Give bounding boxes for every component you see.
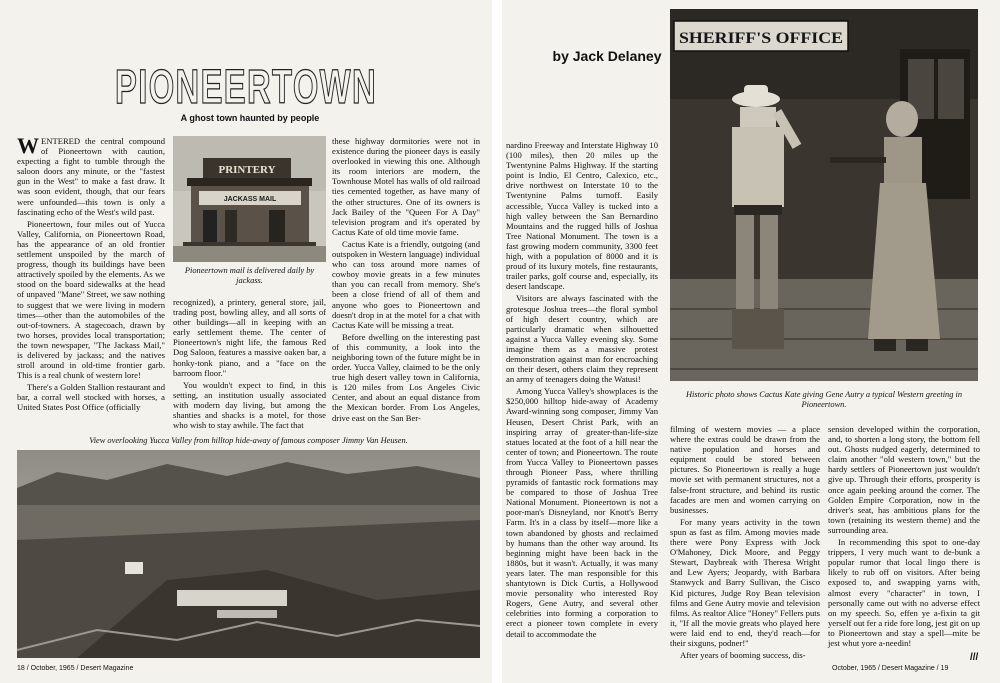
title-lettering: [112, 58, 380, 114]
historic-photo-caption: Historic photo shows Cactus Kate giving Gene Autry a typical Western greeting in Pioneertown.: [685, 390, 963, 409]
paragraph: these highway dormitories were not in existence during the pioneer days is easily overlooked in viewing this one. Although its room interiors are modern, the Townhouse Motel has walls of old railroad ties cemented together, as have many of the other structures. One of its owners is Jack Bailey of the "Queen For A Day" television program and it's operated by Cactus Kate of old time movie fame.: [332, 136, 480, 237]
left-page: [0, 0, 492, 683]
sheriff-office-photo: [670, 9, 978, 381]
valley-caption: View overlooking Yucca Valley from hilltop hide-away of famous composer Jimmy Van Heusen.: [89, 436, 408, 445]
left-column-2: [173, 297, 326, 431]
paragraph: For many years activity in the town spun as fast as film. Among movies made there were Pony Express with Jock O'Mahoney, Dick Moore, and Peggy Stewart, Daybreak with Theresa Wright and Lew Ayers; Jeopardy, with Barbara Stanwyck and Barry Sullivan, the Cisco Kid pictures, Judge Roy Bean television films and Gene Autry movie and television films. As realtor Alice "Honey" Fellers puts it, "If all the movie greats who played here were laid end to end, they'd reach—for their sixguns, podner!": [670, 516, 820, 648]
paragraph: Cactus Kate is a friendly, outgoing (and outspoken in Western language) individual who can toss around more names of cowboy movie greats in a few minutes than you can recall from memory. She's been a close friend of all of them and anyone who goes to Pioneertown and doesn't drop in at the motel for a chat with Cactus Kate will be missing a treat.: [332, 238, 480, 330]
paragraph: Pioneertown, four miles out of Yucca Valley, California, on Pioneertown Road, has the appearance of an old frontier settlement unspoiled by the march of progress, though its buildings have been attractively spoiled by the elements. As we stood on the board sidewalks at the head of unpaved "Mane" Street, we saw nothing to suggest that we were living in modern times—other than the automobiles of the out-of-towners. A stagecoach, drawn by two horses, provides local transportation; the town newspaper, "The Jackass Mail," is delivered by jackass; and the natives stroll around in old-time frontier garb. This is a real chunk of western lore!: [17, 218, 165, 381]
paragraph: You wouldn't expect to find, in this setting, an institution usually associated with modern day living, but among the shanties and shacks is a motel, for those who wish to stay awhile. The fact that: [173, 379, 326, 431]
byline: by Jack Delaney: [552, 48, 662, 64]
paragraph-text: ENTERED the central compound of Pioneertown with caution, expecting a fight to tumble through the saloon doors any minute, or the "fastest gun in the West" to make a fast draw. It was soon evident, though, that our fears were unfounded—this town is only a fascinating echo of the West's wild past.: [17, 136, 165, 217]
right-page: [502, 0, 1000, 683]
page-gutter: [492, 0, 502, 683]
paragraph: sension developed within the corporation, and, to shorten a long story, the bottom fell out. Ghosts nudged eagerly, determined to claim another "old western town," but the hardy settlers of Pioneertown just wouldn't give up. Through their efforts, prosperity is once again peeking around the corner. The Golden Empire Corporation, now in the driver's seat, has ambitious plans for the town (retaining its western theme) and the surrounding area.: [828, 424, 980, 535]
paragraph: nardino Freeway and Interstate Highway 10 (100 miles), then 20 miles up the Twentynine Palms Highway. If the starting point is Indio, El Centro, Calexico, etc., drive northwest on Interstate 10 to the Twentynine Palms turnoff. Easily accessible, Yucca Valley is tucked into a high valley between the San Bernardino Mountains and the rugged hills of Joshua Tree National Monument. The town is a fast growing modern community, 3300 feet high, with a population of 8000 and it is proud of its luxury motels, fine restaurants, trailer parks, golf course and, especially, its desert landscape.: [506, 140, 658, 292]
paragraph: Visitors are always fascinated with the grotesque Joshua trees—the floral symbol of high desert country, which are particularly dramatic when silhouetted against a Yucca Valley evening sky. Some imagine them as a massive protest demonstration against man for encroaching on their desert, others claim they represent an army of teenagers doing the Watusi!: [506, 293, 658, 385]
sheriff-sign: SHERIFF'S OFFICE: [679, 30, 843, 47]
paragraph: There's a Golden Stallion restaurant and bar, a corral well stocked with horses, a United States Post Office (officially: [17, 382, 165, 413]
drop-cap: W: [17, 133, 39, 158]
right-column-1: [506, 140, 658, 660]
paragraph: In recommending this spot to one-day trippers, I very much want to de-bunk a popular rumor that local lingo there is likely to rub off on visitors. After being exposed to, and swapping yarns with, almost every "character" in town, I personally came out with no adverse effect on my speech. So, effen ye a-fixin ta git yerself out fer a ride fore long, jest git on up to Pioneertown and stay a spell—mite be jest whut yore a-needin!: [828, 537, 981, 648]
paragraph: Before dwelling on the interesting past of this community, a look into the neighboring town of the future might be in order. Yucca Valley, claimed to be the only true high desert valley town in California, is 120 miles from Los Angeles Civic Center, and about an equal distance from the Mexican border. From Los Angeles, drive east on the San Ber-: [332, 331, 480, 423]
paragraph: filming of western movies — a place where the extras could be drawn from the native population and horses and equipment could be stored between pictures. So Pioneertown is really a huge movie set with permanent structures, not a false-front structure, and behind its rustic facades are men and women carrying on businesses.: [670, 424, 820, 515]
paragraph: [17, 133, 165, 217]
left-column-1: [17, 133, 165, 431]
right-column-2: [670, 424, 820, 660]
printery-photo: [173, 136, 326, 262]
paragraph: recognized), a printery, general store, jail, trading post, bowling alley, and all sorts of other buildings—all in keeping with an early settlement theme. The center of Pioneertown's night life, the famous Red Dog Saloon, features a massive oaken bar, a honky-tonk piano, and a "face on the barroom floor.": [173, 297, 326, 378]
end-mark: ///: [970, 652, 979, 663]
printery-caption: Pioneertown mail is delivered daily by jackass.: [184, 266, 315, 285]
right-page-folio: October, 1965 / Desert Magazine / 19: [832, 665, 949, 672]
left-column-3: [332, 136, 480, 431]
title-text: PIONEERTOWN: [115, 61, 377, 114]
yucca-valley-photo: [17, 450, 480, 658]
paragraph: After years of booming success, dis-: [680, 650, 806, 661]
mail-sign: JACKASS MAIL: [223, 196, 277, 203]
left-page-folio: 18 / October, 1965 / Desert Magazine: [17, 665, 134, 672]
article-subtitle: A ghost town haunted by people: [180, 113, 320, 123]
printery-sign: PRINTERY: [218, 164, 276, 176]
paragraph: Among Yucca Valley's showplaces is the $250,000 hilltop hide-away of Academy Award-winning song composer, Jimmy Van Heusen, Desert Christ Park, with an inspiring array of greater-than-life-size statues located at the foot of a hill near the center of town; and Pioneertown. The route from Yucca Valley to Pioneertown passes through Pioneer Pass, where thrilling pyramids of fantastic rock formations may be compared to those of Joshua Tree National Monument. Pioneertown is not a poor-man's Disneyland, nor Knott's Berry Farm. It's in a class by itself—more like a town abandoned by ghosts and reclaimed by humans than the other way around. Its beginning might have been back in the 1880s, but it wasn't. Actually, it was many years later. The man responsible for this shantytown is Dick Curtis, a Hollywood movie personality who interested Roy Rogers, Gene Autry, and several other celebrities into forming a corporation to erect a pioneer town complete in every detail to accommodate the: [506, 386, 658, 639]
right-column-3: [828, 424, 980, 660]
